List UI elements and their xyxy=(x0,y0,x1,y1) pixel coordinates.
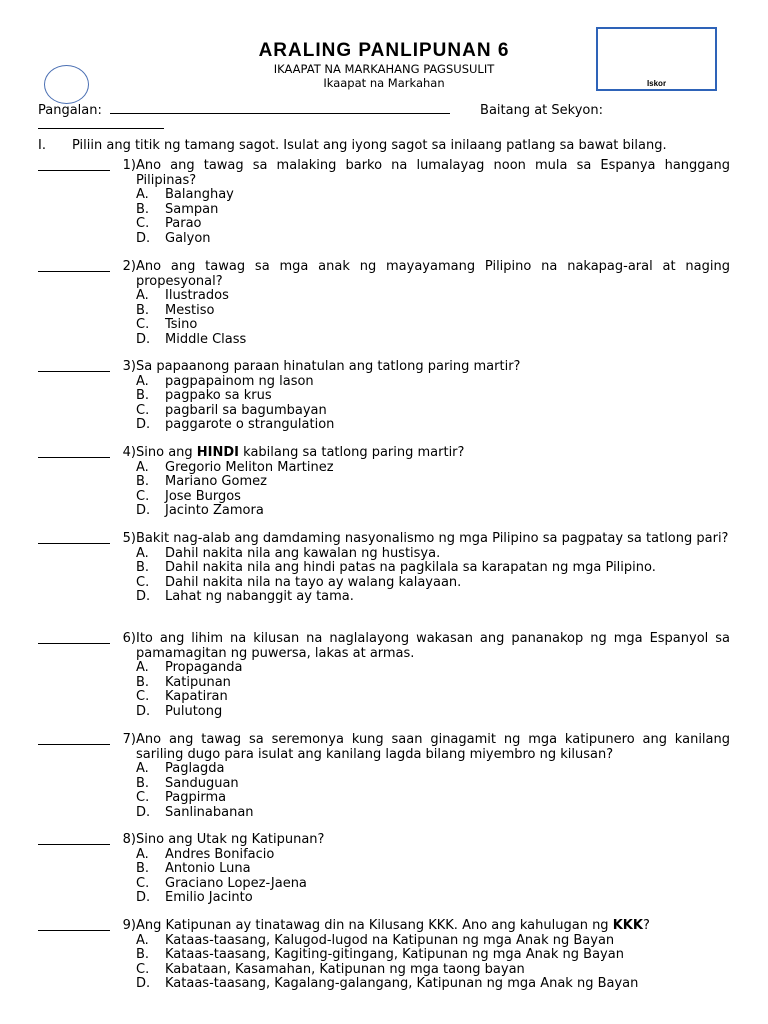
choice-text: Jacinto Zamora xyxy=(165,503,264,519)
choice-item xyxy=(136,389,730,404)
choice-letter: D. xyxy=(136,589,151,605)
question-stem-text: Ang Katipunan ay tinatawag din na Kilusang KKK. Ano ang kahulugan ng xyxy=(136,918,613,933)
choice-item xyxy=(136,877,730,892)
choice-letter: A. xyxy=(136,187,149,203)
question-stem xyxy=(136,260,730,289)
choice-letter: A. xyxy=(136,459,149,475)
choice-item xyxy=(136,690,730,705)
page-subtitle-quarter: Ikaapat na Markahan xyxy=(323,76,445,90)
question-stem-text: kabilang sa tatlong paring martir? xyxy=(239,445,465,460)
choice-text: Dahil nakita nila na tayo ay walang kalayaan. xyxy=(165,574,462,590)
question-number: 1) xyxy=(122,158,136,173)
choice-item xyxy=(136,862,730,877)
choice-letter: B. xyxy=(136,775,150,791)
question-stem-emphasis: HINDI xyxy=(196,445,240,460)
choice-text: Pagpirma xyxy=(165,790,227,806)
choice-item xyxy=(136,676,730,691)
choice-letter: D. xyxy=(136,417,151,433)
choice-item xyxy=(136,705,730,720)
choice-item xyxy=(136,848,730,863)
choice-list xyxy=(136,188,730,246)
choice-text: Gregorio Meliton Martinez xyxy=(165,459,334,475)
question-number: 8) xyxy=(122,832,136,847)
answer-blank[interactable] xyxy=(38,919,110,931)
choice-letter: D. xyxy=(136,331,151,347)
question-number: 2) xyxy=(122,259,136,274)
choice-letter: A. xyxy=(136,373,149,389)
choice-item xyxy=(136,806,730,821)
choice-text: Parao xyxy=(165,216,202,232)
question-stem xyxy=(136,919,730,934)
choice-text: Kapatiran xyxy=(165,689,228,705)
choice-item xyxy=(136,490,730,505)
choice-item xyxy=(136,333,730,348)
choice-item xyxy=(136,304,730,319)
choice-letter: B. xyxy=(136,861,150,877)
answer-blank[interactable] xyxy=(38,446,110,458)
question-1 xyxy=(38,159,730,247)
choice-letter: C. xyxy=(136,574,150,590)
choice-letter: C. xyxy=(136,875,150,891)
section-field-line[interactable] xyxy=(38,128,164,129)
choice-text: Sanduguan xyxy=(165,775,239,791)
question-stem xyxy=(136,446,730,461)
choice-text: Antonio Luna xyxy=(165,861,251,877)
choice-letter: C. xyxy=(136,216,150,232)
choice-text: Ilustrados xyxy=(165,288,229,304)
choice-letter: B. xyxy=(136,474,150,490)
question-stem-text: Sino ang xyxy=(136,445,197,460)
choice-item xyxy=(136,762,730,777)
choice-list xyxy=(136,762,730,820)
choice-letter: D. xyxy=(136,703,151,719)
choice-list xyxy=(136,375,730,433)
question-number: 5) xyxy=(122,531,136,546)
choice-text: Pulutong xyxy=(165,703,223,719)
choice-text: Sanlinabanan xyxy=(165,804,254,820)
question-stem-text: ? xyxy=(642,918,650,933)
question-stem-text: Ito ang lihim na kilusan na naglalayong wakasan ang pananakop ng mga Espanyol sa pamamagitan ng puwersa, lakas at armas. xyxy=(136,631,730,661)
question-stem xyxy=(136,159,730,188)
choice-letter: B. xyxy=(136,201,150,217)
choice-item xyxy=(136,217,730,232)
choice-item xyxy=(136,963,730,978)
page-subtitle: IKAAPAT NA MARKAHANG PAGSUSULIT xyxy=(273,62,495,76)
question-7 xyxy=(38,733,730,821)
choice-letter: B. xyxy=(136,560,150,576)
choice-item xyxy=(136,188,730,203)
choice-item xyxy=(136,661,730,676)
choice-text: Mariano Gomez xyxy=(165,474,267,490)
choice-item xyxy=(136,289,730,304)
choice-text: Jose Burgos xyxy=(165,488,241,504)
choice-text: Emilio Jacinto xyxy=(165,890,253,906)
answer-blank[interactable] xyxy=(38,733,110,745)
choice-letter: A. xyxy=(136,761,149,777)
choice-item xyxy=(136,777,730,792)
choice-letter: B. xyxy=(136,947,150,963)
answer-blank[interactable] xyxy=(38,260,110,272)
choice-letter: D. xyxy=(136,503,151,519)
question-stem-emphasis: KKK xyxy=(612,918,643,933)
question-stem-text: Ano ang tawag sa malaking barko na lumalayag noon mula sa Espanya hanggang Pilipinas? xyxy=(136,158,730,188)
instruction-roman: I. xyxy=(38,138,46,153)
choice-item xyxy=(136,318,730,333)
choice-text: Kataas-taasang, Kagalang-galangang, Katipunan ng mga Anak ng Bayan xyxy=(165,976,639,992)
answer-blank[interactable] xyxy=(38,632,110,644)
question-stem-text: Sino ang Utak ng Katipunan? xyxy=(136,832,325,847)
question-stem xyxy=(136,360,730,375)
choice-text: pagpako sa krus xyxy=(165,388,272,404)
name-label: Pangalan: xyxy=(38,103,102,118)
question-stem xyxy=(136,833,730,848)
answer-blank[interactable] xyxy=(38,833,110,845)
answer-blank[interactable] xyxy=(38,360,110,372)
choice-text: Andres Bonifacio xyxy=(165,846,275,862)
choice-letter: C. xyxy=(136,689,150,705)
choice-letter: A. xyxy=(136,288,149,304)
choice-item xyxy=(136,547,730,562)
choice-item xyxy=(136,418,730,433)
choice-item xyxy=(136,561,730,576)
choice-text: Graciano Lopez-Jaena xyxy=(165,875,307,891)
choice-text: pagbaril sa bagumbayan xyxy=(165,402,327,418)
choice-list xyxy=(136,661,730,719)
question-number: 9) xyxy=(122,918,136,933)
choice-text: Galyon xyxy=(165,230,211,246)
choice-item xyxy=(136,891,730,906)
answer-blank[interactable] xyxy=(38,159,110,171)
choice-text: pagpapainom ng lason xyxy=(165,373,314,389)
choice-letter: A. xyxy=(136,846,149,862)
choice-text: Mestiso xyxy=(165,302,215,318)
choice-item xyxy=(136,948,730,963)
choice-letter: D. xyxy=(136,230,151,246)
choice-text: Katipunan xyxy=(165,674,231,690)
choice-item xyxy=(136,504,730,519)
choice-letter: C. xyxy=(136,790,150,806)
choice-text: Tsino xyxy=(165,317,198,333)
choice-item xyxy=(136,576,730,591)
choice-item xyxy=(136,934,730,949)
question-9 xyxy=(38,919,730,992)
choice-letter: A. xyxy=(136,545,149,561)
choice-list xyxy=(136,289,730,347)
choice-item xyxy=(136,791,730,806)
choice-text: Sampan xyxy=(165,201,219,217)
choice-text: paggarote o strangulation xyxy=(165,417,335,433)
choice-text: Balanghay xyxy=(165,187,234,203)
choice-letter: A. xyxy=(136,660,149,676)
choice-item xyxy=(136,404,730,419)
choice-text: Propaganda xyxy=(165,660,243,676)
choice-letter: B. xyxy=(136,302,150,318)
answer-blank[interactable] xyxy=(38,532,110,544)
question-stem-text: Sa papaanong paraan hinatulan ang tatlong paring martir? xyxy=(136,359,521,374)
question-stem xyxy=(136,532,730,547)
choice-text: Middle Class xyxy=(165,331,247,347)
score-label: Iskor xyxy=(646,79,667,88)
choice-text: Paglagda xyxy=(165,761,225,777)
question-stem xyxy=(136,733,730,762)
question-8 xyxy=(38,833,730,906)
name-field-line[interactable] xyxy=(110,100,450,114)
choice-list xyxy=(136,461,730,519)
question-stem-text: Ano ang tawag sa mga anak ng mayayamang Pilipino na nakapag-aral at naging propesyonal? xyxy=(136,259,730,289)
choice-letter: A. xyxy=(136,932,149,948)
question-number: 4) xyxy=(122,445,136,460)
question-number: 6) xyxy=(122,631,136,646)
choice-list xyxy=(136,547,730,605)
question-stem-text: Ano ang tawag sa seremonya kung saan ginagamit ng mga katipunero ang kanilang sariling dugo para isulat ang kanilang lagda bilang miyembro ng kilusan? xyxy=(136,732,730,762)
choice-list xyxy=(136,848,730,906)
choice-letter: C. xyxy=(136,402,150,418)
question-5 xyxy=(38,532,730,605)
choice-text: Dahil nakita nila ang hindi patas na pagkilala sa karapatan ng mga Pilipino. xyxy=(165,560,656,576)
question-4 xyxy=(38,446,730,519)
choice-item xyxy=(136,375,730,390)
question-number: 7) xyxy=(122,732,136,747)
choice-text: Kataas-taasang, Kagiting-gitingang, Katipunan ng mga Anak ng Bayan xyxy=(165,947,624,963)
choice-letter: C. xyxy=(136,961,150,977)
instruction-text: Piliin ang titik ng tamang sagot. Isulat ang iyong sagot sa inilaang patlang sa bawat bilang. xyxy=(72,138,667,153)
question-stem-text: Bakit nag-alab ang damdaming nasyonalismo ng mga Pilipino sa pagpatay sa tatlong pari? xyxy=(136,531,729,546)
question-3 xyxy=(38,360,730,433)
question-6 xyxy=(38,632,730,720)
question-number: 3) xyxy=(122,359,136,374)
choice-text: Lahat ng nabanggit ay tama. xyxy=(165,589,354,605)
choice-item xyxy=(136,461,730,476)
choice-letter: D. xyxy=(136,804,151,820)
instructions xyxy=(38,138,667,153)
choice-item xyxy=(136,232,730,247)
choice-letter: D. xyxy=(136,890,151,906)
page-title: ARALING PANLIPUNAN 6 xyxy=(258,40,510,61)
student-info-row xyxy=(38,100,603,118)
choice-text: Kabataan, Kasamahan, Katipunan ng mga taong bayan xyxy=(165,961,525,977)
choice-item xyxy=(136,475,730,490)
choice-letter: C. xyxy=(136,488,150,504)
choice-letter: D. xyxy=(136,976,151,992)
choice-letter: B. xyxy=(136,674,150,690)
section-label: Baitang at Sekyon: xyxy=(480,103,603,118)
question-stem xyxy=(136,632,730,661)
choice-item xyxy=(136,203,730,218)
question-2 xyxy=(38,260,730,348)
choice-text: Dahil nakita nila ang kawalan ng hustisya. xyxy=(165,545,441,561)
choice-item xyxy=(136,590,730,605)
choice-letter: B. xyxy=(136,388,150,404)
choice-list xyxy=(136,934,730,992)
choice-text: Kataas-taasang, Kalugod-lugod na Katipunan ng mga Anak ng Bayan xyxy=(165,932,615,948)
choice-item xyxy=(136,977,730,992)
choice-letter: C. xyxy=(136,317,150,333)
